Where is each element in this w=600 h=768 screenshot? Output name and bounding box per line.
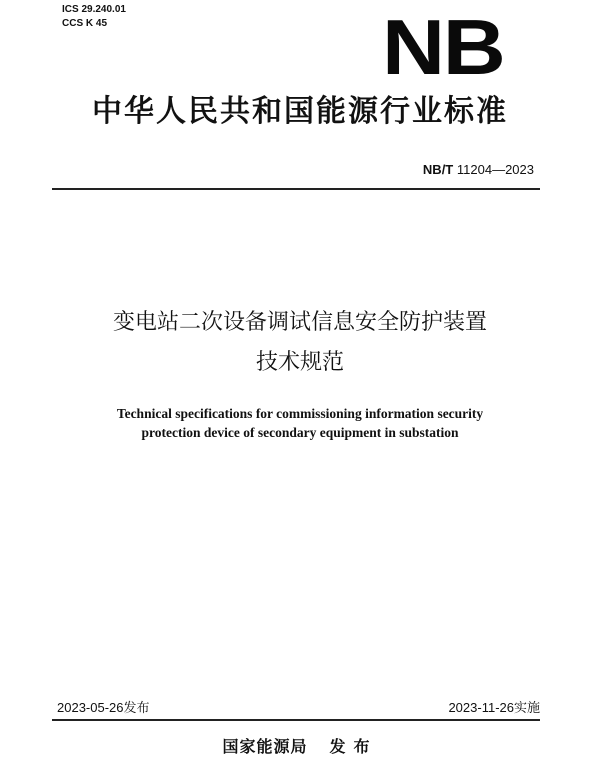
publisher-name: 国家能源局 bbox=[222, 737, 308, 756]
title-english-line-1: Technical specifications for commissioning information security bbox=[116, 406, 484, 421]
title-chinese-line-2: 技术规范 bbox=[255, 350, 344, 375]
top-divider bbox=[52, 188, 540, 190]
standard-number-value: 11204—2023 bbox=[456, 162, 534, 177]
title-english-line-2: protection device of secondary equipment in substation bbox=[141, 425, 459, 440]
publisher-line bbox=[0, 737, 600, 757]
issue-date: 2023-05-26发布 bbox=[57, 700, 150, 715]
ics-code: ICS 29.240.01 bbox=[62, 4, 126, 15]
publish-action: 发布 bbox=[329, 737, 378, 756]
implementation-date: 2023-11-26实施 bbox=[448, 700, 540, 715]
standard-number bbox=[423, 162, 534, 178]
standard-number-prefix: NB/T bbox=[422, 162, 454, 177]
bottom-divider bbox=[52, 719, 540, 721]
ccs-code: CCS K 45 bbox=[62, 18, 108, 29]
title-chinese-line-1: 变电站二次设备调试信息安全防护装置 bbox=[112, 310, 487, 335]
standard-category-heading: 中华人民共和国能源行业标准 bbox=[92, 94, 508, 129]
nb-logo: NB bbox=[382, 3, 504, 91]
